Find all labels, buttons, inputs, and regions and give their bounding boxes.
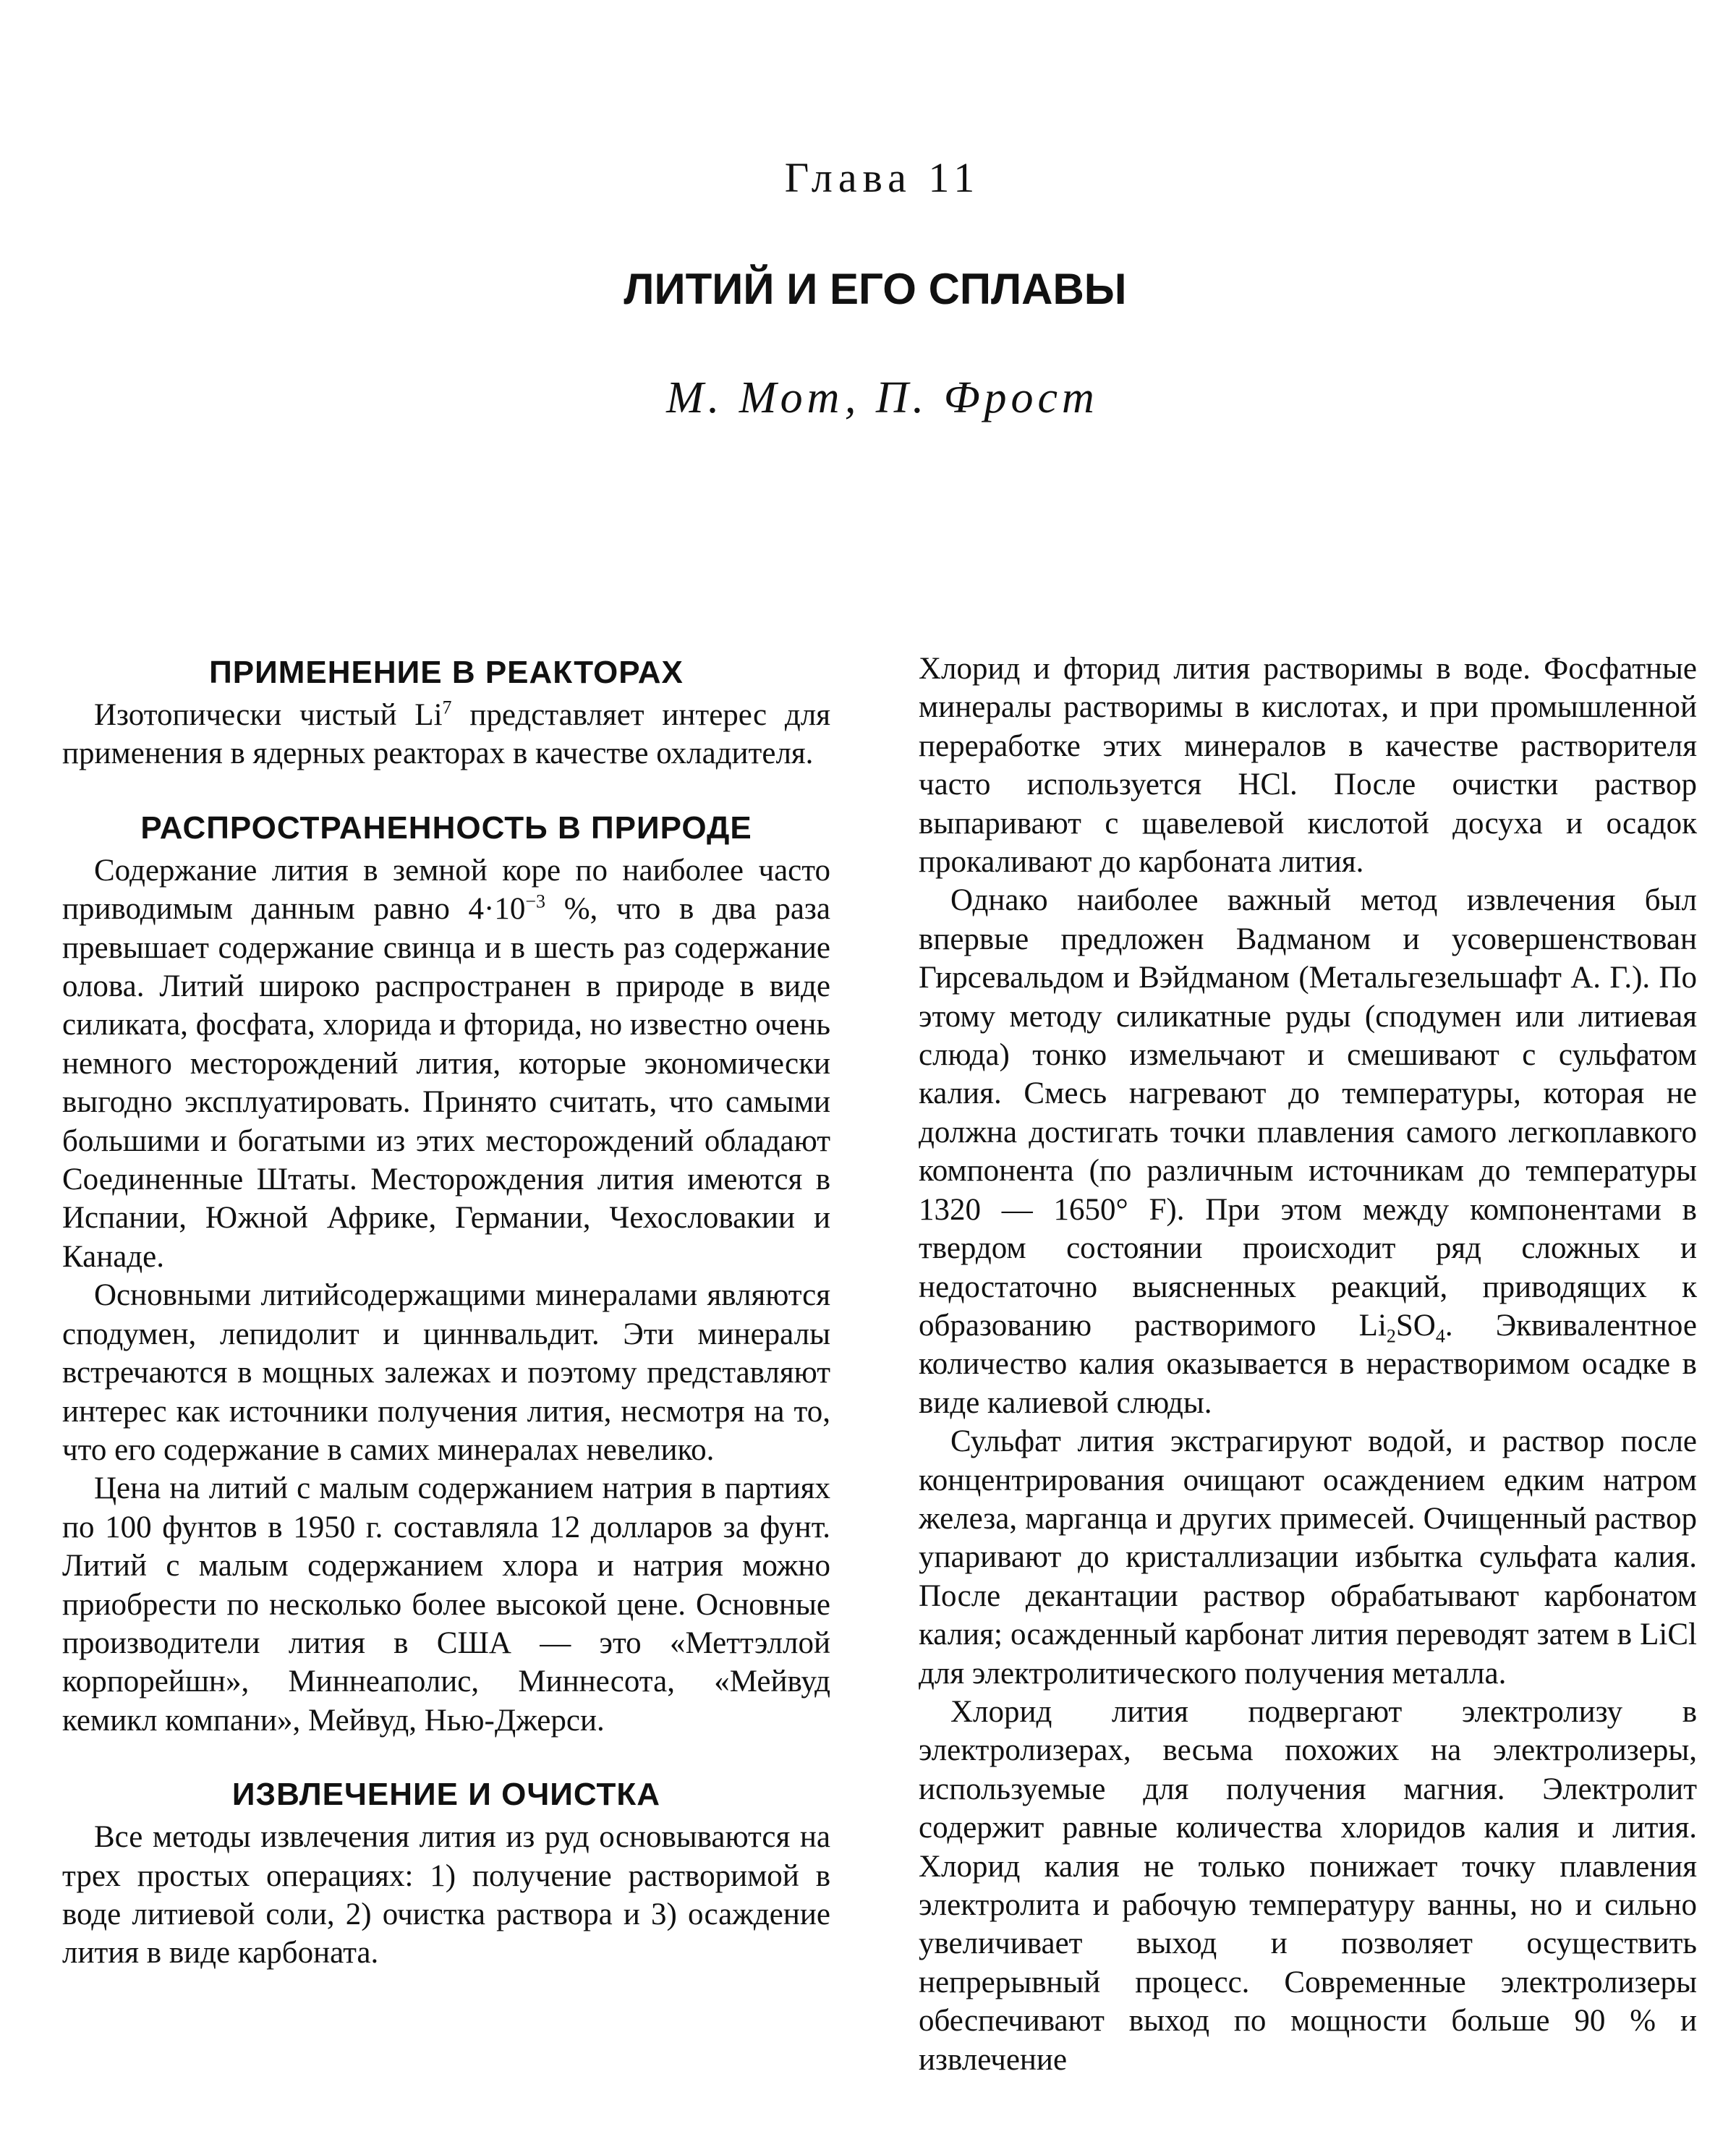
heading-reactors: ПРИМЕНЕНИЕ В РЕАКТОРАХ	[209, 655, 684, 690]
paragraph-right-4: Хлорид лития подвергают электролизу в электролизерах, весьма похожих на электролизеры, используемые для получения магния. Электролит содержит равные количества хлоридов калия и лития. Хлорид калия не только понижает точку плавления электролита и рабочую температуру ванны, но и сильно увеличивает выход и позволяет осуществить непрерывный процесс. Современные электролизеры обеспечивают выход по мощности больше 90 % и извлечение	[919, 1694, 1697, 2077]
heading-nature: РАСПРОСТРАНЕННОСТЬ В ПРИРОДЕ	[140, 809, 752, 846]
chapter-title: ЛИТИЙ И ЕГО СПЛАВЫ	[624, 265, 1127, 313]
authors: М. Мот, П. Фрост	[666, 373, 1099, 422]
paragraph-right-3: Сульфат лития экстрагируют водой, и раствор после концентрирования очищают осаждением едким натром железа, марганца и других примесей. Очищенный раствор упаривают до кристаллизации избытка сульфата калия. После декантации раствор обрабатывают карбонатом калия; осажденный карбонат лития переводят затем в LiCl для электролитического получения металла.	[919, 1424, 1697, 1691]
paragraph-nature-2: Основными литийсодержащими минералами являются сподумен, лепидолит и циннвальдит. Эти минералы встречаются в мощных залежах и поэтому представляют интерес как источники получения лития, несмотря на то, что его содержание в самих минералах невелико.	[62, 1278, 830, 1467]
paragraph-nature-3: Цена на литий с малым содержанием натрия в партиях по 100 фунтов в 1950 г. составляла 12 долларов за фунт. Литий с малым содержанием хлора и натрия можно приобрести по несколько более высокой цене. Основные производители лития в США — это «Меттэллой корпорейшн», Миннеаполис, Миннесота, «Мейвуд кемикл компани», Мейвуд, Нью-Джерси.	[62, 1471, 830, 1738]
left-column	[62, 650, 830, 1973]
paragraph-extraction: Все методы извлечения лития из руд основываются на трех простых операциях: 1) получение растворимой в воде литиевой соли, 2) очистка раствора и 3) осаждение лития в виде карбоната.	[62, 1820, 830, 1971]
paragraph-right-1: Хлорид и фторид лития растворимы в воде. Фосфатные минералы растворимы в кислотах, и при промышленной переработке этих минералов в качестве растворителя часто используется HCl. После очистки раствор выпаривают с щавелевой кислотой досуха и осадок прокаливают до карбоната лития.	[919, 652, 1697, 880]
right-column	[919, 650, 1697, 2079]
chapter-number: Глава 11	[784, 154, 981, 201]
heading-extraction: ИЗВЛЕЧЕНИЕ И ОЧИСТКА	[231, 1777, 661, 1813]
paragraph-reactors: Изотопически чистый Li$^7$ представляет интерес для применения в ядерных реакторах в качестве охладителя.	[62, 697, 830, 771]
paragraph-right-2: Однако наиболее важный метод извлечения был впервые предложен Вадманом и усовершенствован Гирсевальдом и Вэйдманом (Метальгезельшафт А. Г.). По этому методу силикатные руды (сподумен или литиевая слюда) тонко измельчают и смешивают с сульфатом калия. Смесь нагревают до температуры, которая не должна достигать точки плавления самого легкоплавкого компонента (по различным источникам до температуры 1320 — 1650° F). При этом между компонентами в твердом состоянии происходит ряд сложных и недостаточно выясненных реакций, приводящих к образованию растворимого $Li_2SO_4$. Эквивалентное количество калия оказывается в нерастворимом осадке в виде калиевой слюды.	[919, 883, 1697, 1420]
paragraph-nature-1: Содержание лития в земной коре по наиболее часто приводимым данным равно $4\cdot 10^{-3}$ %, что в два раза превышает содержание свинца и в шесть раз содержание олова. Литий широко распространен в природе в виде силиката, фосфата, хлорида и фторида, но известно очень немного месторождений лития, которые экономически выгодно эксплуатировать. Принято считать, что самыми большими и богатыми из этих месторождений обладают Соединенные Штаты. Месторождения лития имеются в Испании, Южной Африке, Германии, Чехословакии и Канаде.	[62, 853, 830, 1274]
